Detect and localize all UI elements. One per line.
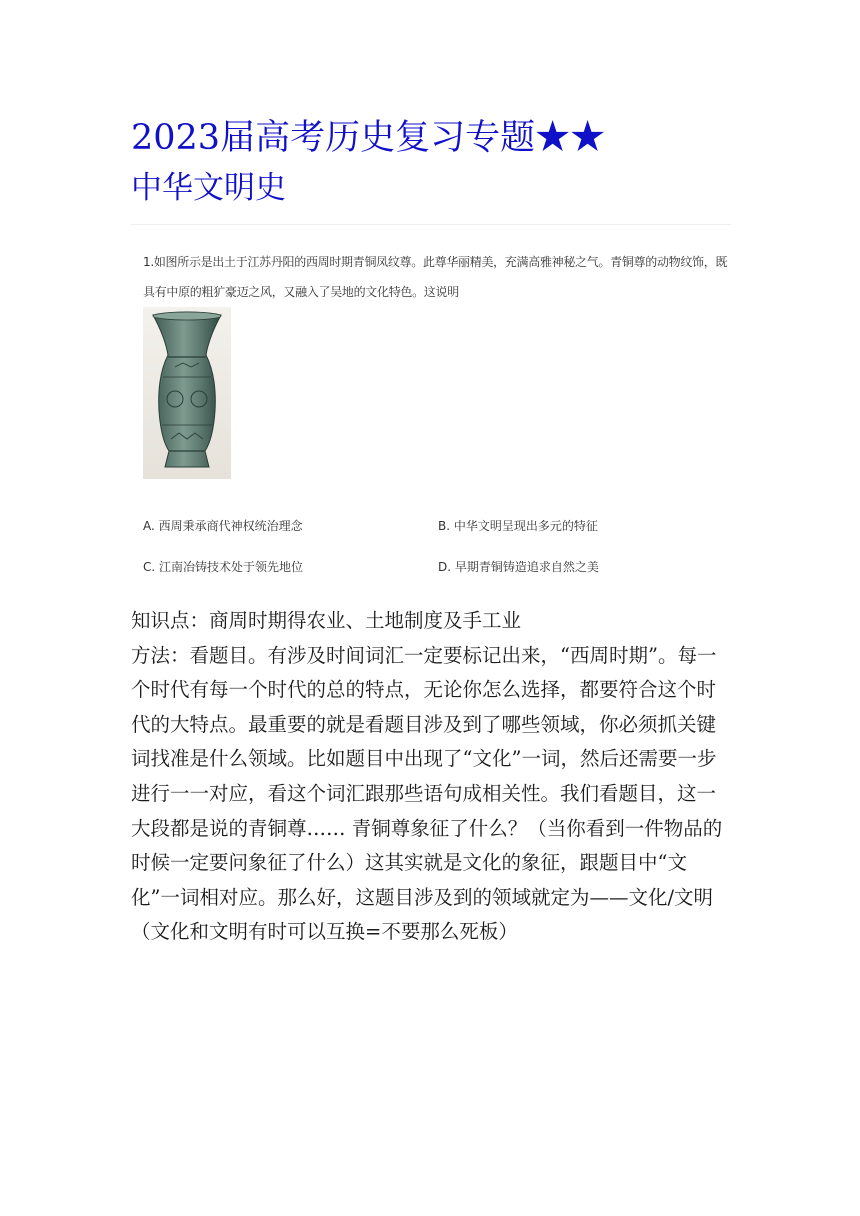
document-subtitle: 中华文明史 [131, 170, 286, 206]
document-page [131, 112, 731, 944]
question-stem: 1.如图所示是出土于江苏丹阳的西周时期青铜凤纹尊。此尊华丽精美，充满高雅神秘之气。青铜尊的动物纹饰，既具有中原的粗犷豪迈之风，又融入了吴地的文化特色。这说明 [143, 255, 728, 299]
option-b: B. 中华文明呈现出多元的特征 [438, 519, 598, 533]
notes-section [131, 604, 731, 950]
bronze-zun-vessel-image [143, 307, 231, 479]
bronze-zun-vessel-icon [143, 307, 231, 479]
option-d: D. 早期青铜铸造追求自然之美 [438, 560, 599, 574]
option-a: A. 西周秉承商代神权统治理念 [143, 519, 303, 533]
knowledge-point: 知识点：商周时期得农业、土地制度及手工业 [131, 609, 522, 632]
document-title: 2023届高考历史复习专题★★ [131, 118, 606, 158]
method-paragraph: 方法：看题目。有涉及时间词汇一定要标记出来，“西周时期”。每一个时代有每一个时代的总的特点，无论你怎么选择，都要符合这个时代的大特点。最重要的就是看题目涉及到了哪些领域，你必须抓关键词找准是什么领域。比如题目中出现了“文化”一词，然后还需要一步进行一一对应，看这个词汇跟那些语句成相关性。我们看题目，这一大段都是说的青铜尊…… 青铜尊象征了什么？（当你看到一件物品的时候一定要问象征了什么）这其实就是文化的象征，跟题目中“文化”一词相对应。那么好，这题目涉及到的领域就定为——文化/文明（文化和文明有时可以互换=不要那么死板） [131, 643, 723, 944]
option-c: C. 江南冶铸技术处于领先地位 [143, 560, 304, 574]
